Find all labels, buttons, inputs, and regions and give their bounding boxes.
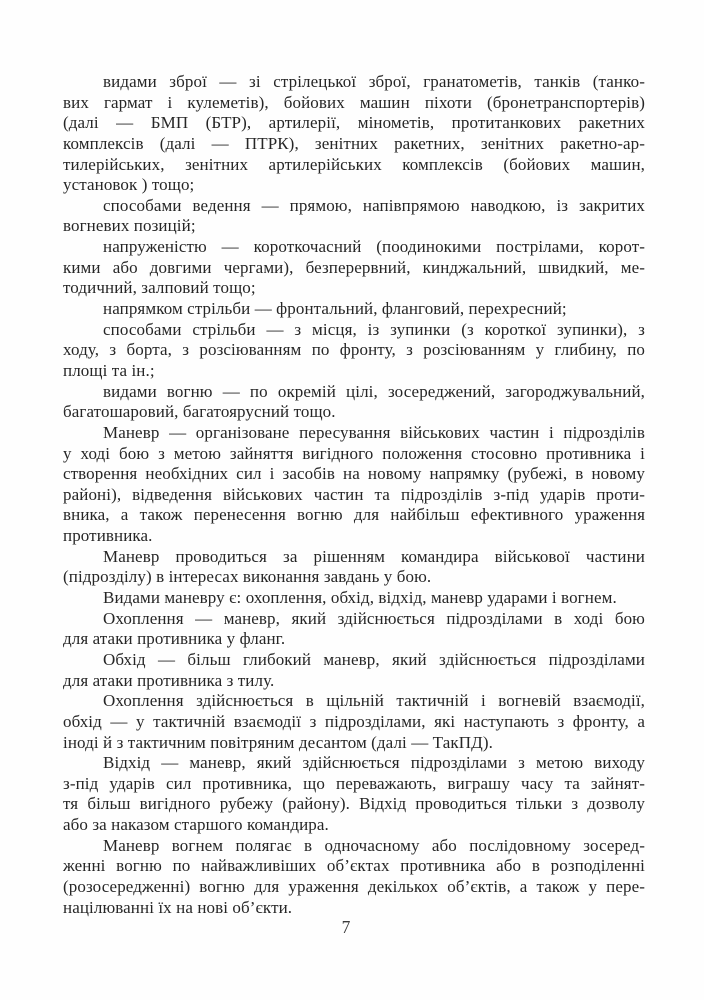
text-line: Маневр — організоване пересування військових частин і підрозділів [103, 422, 645, 442]
text-line: напрямком стрільби — фронтальний, фланговий, перехресний; [103, 299, 567, 319]
text-line: (підрозділу) в інтересах виконання завдань у бою. [63, 567, 432, 587]
text-line: тодичний, залповий тощо; [63, 278, 256, 298]
text-line: площі та ін.; [63, 360, 155, 380]
text-line: створення необхідних сил і засобів на новому напрямку (рубежі, в новому [63, 464, 645, 484]
text-line: способами ведення — прямою, напівпрямою наводкою, із закритих [103, 195, 645, 215]
text-line: Видами маневру є: охоплення, обхід, відхід, маневр ударами і вогнем. [103, 588, 617, 608]
text-line: вих гармат і кулеметів), бойових машин піхоти (бронетранспортерів) [63, 92, 645, 112]
text-line: Охоплення — маневр, який здійснюється підрозділами в ході бою [103, 608, 645, 628]
text-line: комплексів (далі — ПТРК), зенітних ракетних, зенітних ракетно-ар- [63, 133, 645, 153]
text-line: Відхід — маневр, який здійснюється підрозділами з метою виходу [103, 753, 645, 773]
text-line: для атаки противника з тилу. [63, 670, 275, 690]
text-line: напруженістю — короткочасний (поодинокими пострілами, корот- [103, 237, 645, 257]
text-line: Охоплення здійснюється в щільній тактичній і вогневій взаємодії, [103, 691, 645, 711]
text-line: кими або довгими чергами), безперервний, кинджальний, швидкий, ме- [63, 257, 645, 277]
text-line: Маневр проводиться за рішенням командира військової частини [103, 546, 645, 566]
text-line: тилерійських, зенітних артилерійських комплексів (бойових машин, [63, 154, 645, 174]
text-line: націлюванні їх на нові об’єкти. [63, 897, 293, 917]
text-line: (розосередженні) вогню для ураження декількох об’єктів, а також у пере- [63, 876, 645, 896]
text-line: тя більш вигідного рубежу (району). Відхід проводиться тільки з дозволу [63, 794, 645, 814]
text-line: Маневр вогнем полягає в одночасному або послідовному зосеред- [103, 835, 645, 855]
text-line: іноді й з тактичним повітряним десантом (далі — ТакПД). [63, 732, 493, 752]
text-line: у ході бою з метою зайняття вигідного положення стосовно противника і [63, 443, 645, 463]
text-block [63, 72, 645, 918]
text-line: для атаки противника у фланг. [63, 629, 286, 649]
text-line: або за наказом старшого командира. [63, 815, 329, 835]
text-line: районі), відведення військових частин та підрозділів з-під ударів проти- [63, 484, 645, 504]
text-line: женні вогню по найважливіших об’єктах противника або в розподіленні [63, 856, 645, 876]
text-line: вника, а також перенесення вогню для найбільш ефективного ураження [63, 505, 645, 525]
text-line: ходу, з борта, з розсіюванням по фронту, з розсіюванням у глибину, по [63, 340, 645, 360]
text-line: способами стрільби — з місця, із зупинки (з короткої зупинки), з [103, 319, 645, 339]
text-line: Обхід — більш глибокий маневр, який здійснюється підрозділами [103, 649, 645, 669]
text-line: багатошаровий, багатоярусний тощо. [63, 402, 336, 422]
text-line: противника. [63, 526, 153, 546]
text-line: (далі — БМП (БТР), артилерії, мінометів, протитанкових ракетних [63, 113, 645, 133]
text-line: видами вогню — по окремій цілі, зосереджений, загороджувальний, [103, 381, 645, 401]
text-line: з-під ударів сил противника, що переважають, виграшу часу та зайнят- [63, 773, 645, 793]
text-line: обхід — у тактичній взаємодії з підрозділами, які наступають з фронту, а [63, 711, 645, 731]
text-line: установок ) тощо; [63, 175, 195, 195]
page-number: 7 [341, 917, 351, 937]
text-line: видами зброї — зі стрілецької зброї, гранатометів, танків (танко- [103, 72, 645, 91]
text-line: вогневих позицій; [63, 216, 196, 236]
